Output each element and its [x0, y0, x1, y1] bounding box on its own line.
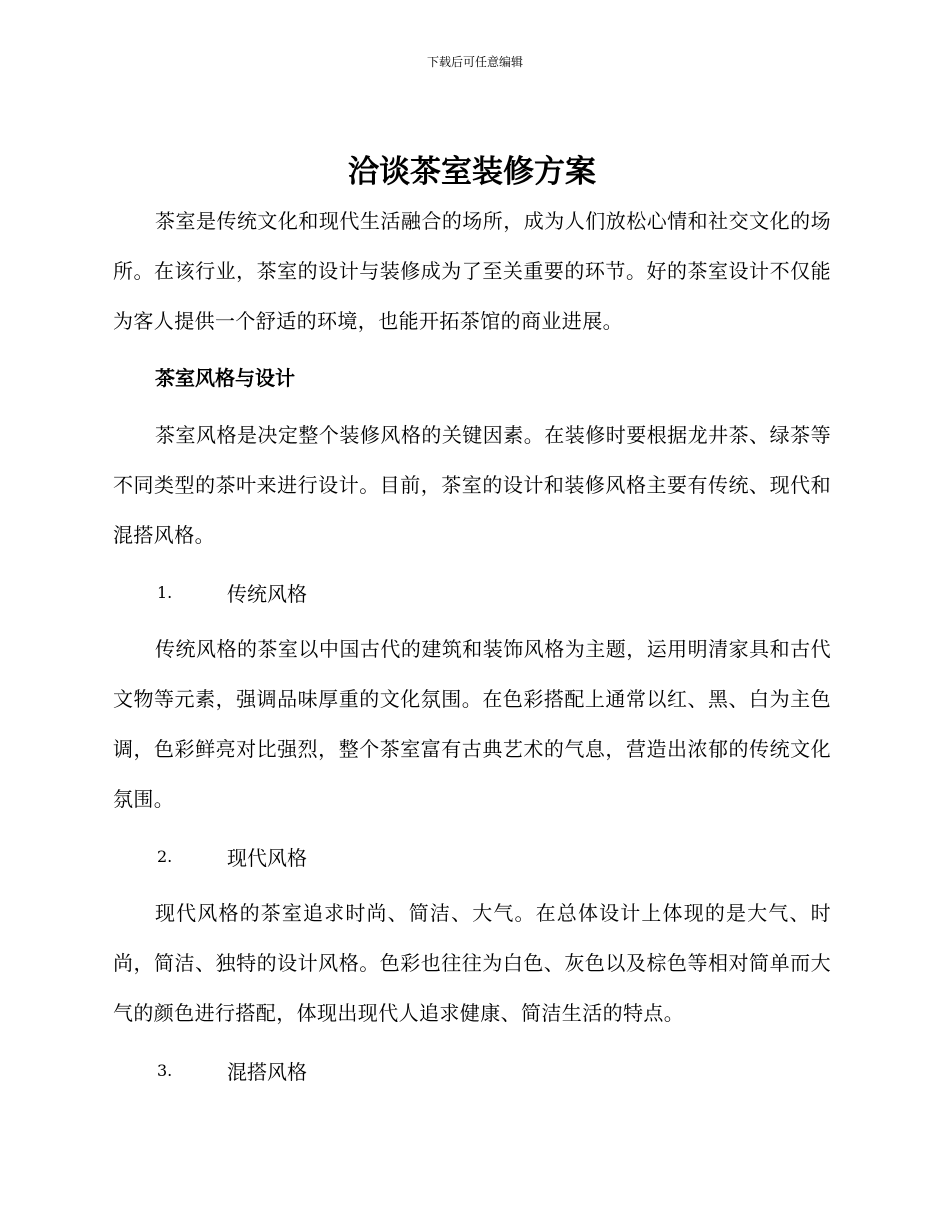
intro-paragraph: 茶室是传统文化和现代生活融合的场所，成为人们放松心情和社交文化的场所。在该行业，茶室的设计与装修成为了至关重要的环节。好的茶室设计不仅能为客人提供一个舒适的环境，也能开拓茶馆的商业进展。	[113, 209, 831, 333]
page-header-note: 下载后可任意编辑	[426, 55, 523, 69]
list-label: 传统风格	[227, 581, 307, 606]
list-number: 2.	[157, 846, 173, 866]
list-item-modern	[113, 831, 831, 881]
traditional-style-paragraph: 传统风格的茶室以中国古代的建筑和装饰风格为主题，运用明清家具和古代文物等元素，强调品味厚重的文化氛围。在色彩搭配上通常以红、黑、白为主色调，色彩鲜亮对比强烈，整个茶室富有古典艺术的气息，营造出浓郁的传统文化氛围。	[113, 637, 831, 811]
list-label: 混搭风格	[227, 1059, 307, 1084]
section-paragraph: 茶室风格是决定整个装修风格的关键因素。在装修时要根据龙井茶、绿茶等不同类型的茶叶来进行设计。目前，茶室的设计和装修风格主要有传统、现代和混搭风格。	[113, 423, 831, 547]
list-item-traditional	[113, 567, 831, 617]
document-body	[113, 150, 831, 1102]
list-label: 现代风格	[227, 845, 307, 870]
section-heading: 茶室风格与设计	[155, 366, 295, 390]
list-item-mixed	[113, 1045, 831, 1095]
modern-style-paragraph: 现代风格的茶室追求时尚、简洁、大气。在总体设计上体现的是大气、时尚，简洁、独特的设计风格。色彩也往往为白色、灰色以及棕色等相对简单而大气的颜色进行搭配，体现出现代人追求健康、简洁生活的特点。	[113, 901, 831, 1025]
list-number: 1.	[157, 582, 173, 602]
document-title: 洽谈茶室装修方案	[348, 154, 596, 190]
list-number: 3.	[157, 1060, 173, 1080]
